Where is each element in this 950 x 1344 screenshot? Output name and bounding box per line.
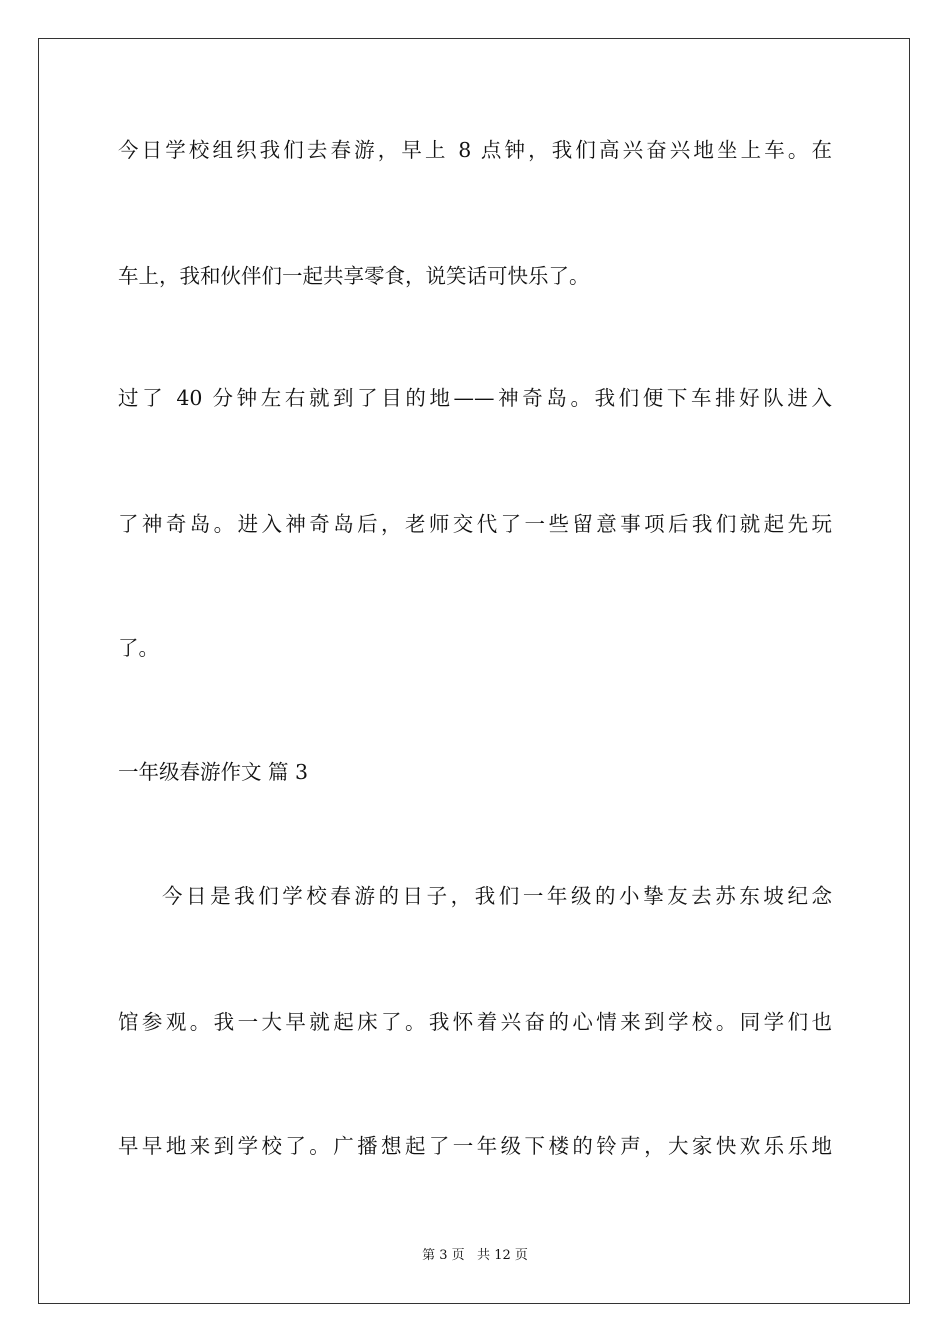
paragraph-line-1: 今日学校组织我们去春游，早上 8 点钟，我们高兴奋兴地坐上车。在 [118,138,832,162]
paragraph-line-7: 馆参观。我一大早就起床了。我怀着兴奋的心情来到学校。同学们也 [118,1010,832,1034]
paragraph-line-5: 了。 [118,636,159,660]
paragraph-line-8: 早早地来到学校了。广播想起了一年级下楼的铃声，大家快欢乐乐地 [118,1134,832,1158]
page-number-footer: 第 3 页 共 12 页 [422,1248,528,1263]
section-heading: 一年级春游作文 篇 3 [118,760,309,784]
paragraph-line-3: 过了 40 分钟左右就到了目的地——神奇岛。我们便下车排好队进入 [118,386,832,410]
page-border [38,38,910,1304]
paragraph-line-2: 车上，我和伙伴们一起共享零食，说笑话可快乐了。 [118,264,590,288]
paragraph-line-6: 今日是我们学校春游的日子，我们一年级的小挚友去苏东坡纪念 [162,884,832,908]
paragraph-line-4: 了神奇岛。进入神奇岛后，老师交代了一些留意事项后我们就起先玩 [118,512,832,536]
